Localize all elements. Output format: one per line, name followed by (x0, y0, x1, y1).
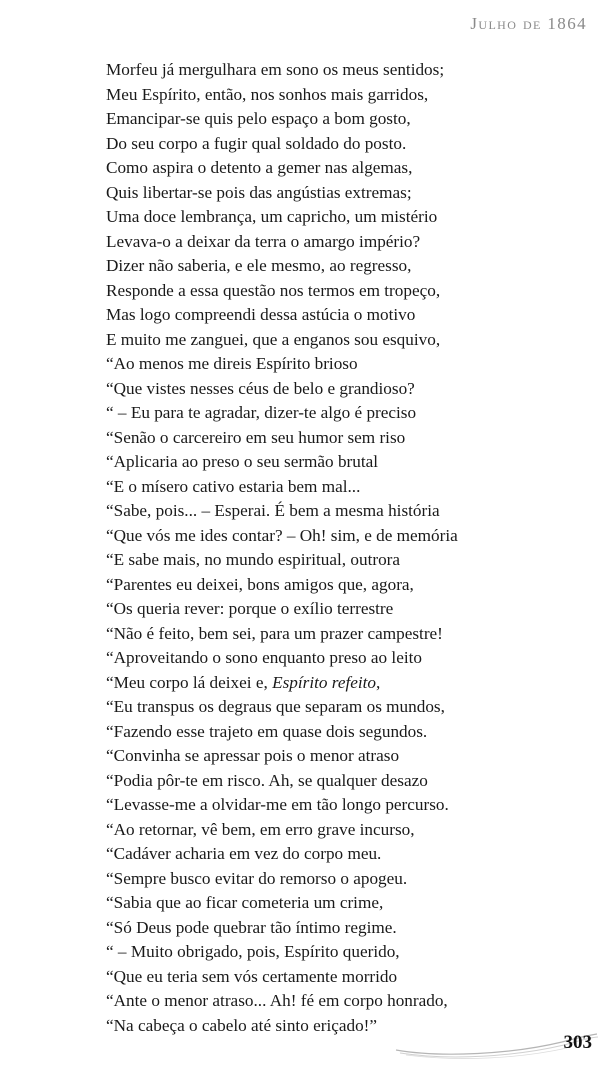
poem-line: “Eu transpus os degraus que separam os mundos, (106, 697, 445, 716)
poem-line: Dizer não saberia, e ele mesmo, ao regresso, (106, 256, 412, 275)
poem-line: “Parentes eu deixei, bons amigos que, agora, (106, 574, 414, 594)
poem-italic-phrase: Espírito refeito (272, 672, 376, 692)
poem-line: “E sabe mais, no mundo espiritual, outrora (106, 550, 401, 569)
poem-line: “Os queria rever: porque o exílio terrestre (106, 599, 394, 618)
poem-line: “Sabe, pois... – Esperai. É bem a mesma história (106, 501, 440, 520)
poem-line: “Aproveitando o sono enquanto preso ao leito (106, 648, 422, 667)
poem-line: Como aspira o detento a gemer nas algemas, (106, 158, 413, 177)
poem-line: Quis libertar-se pois das angústias extremas; (106, 182, 412, 202)
poem-line: Responde a essa questão nos termos em tropeço, (106, 280, 441, 300)
page-number: 303 (563, 1032, 592, 1053)
poem-line: “Convinha se apressar pois o menor atraso (106, 746, 400, 765)
poem-line: “Senão o carcereiro em seu humor sem riso (106, 427, 406, 447)
poem-line: “Fazendo esse trajeto em quase dois segundos. (106, 721, 428, 741)
poem (106, 60, 458, 1040)
poem-line: “Ao retornar, vê bem, em erro grave incurso, (106, 819, 415, 839)
poem-line: “Ante o menor atraso... Ah! fé em corpo honrado, (106, 991, 448, 1010)
poem-line: “Ao menos me direis Espírito brioso (106, 354, 358, 373)
poem-line: “Sabia que ao ficar cometeria um crime, (106, 893, 384, 912)
poem-line: E muito me zanguei, que a enganos sou esquivo, (106, 329, 441, 349)
poem-line: “Aplicaria ao preso o seu sermão brutal (106, 452, 379, 471)
poem-line-text: “Meu corpo lá deixei e, (106, 672, 273, 692)
poem-line: “ – Muito obrigado, pois, Espírito querido, (106, 942, 400, 961)
poem-line: Emancipar-se quis pelo espaço a bom gosto, (106, 109, 411, 128)
poem-line: “Só Deus pode quebrar tão íntimo regime. (106, 917, 397, 937)
poem-line: “Não é feito, bem sei, para um prazer campestre! (106, 623, 443, 643)
poem-line: “Na cabeça o cabelo até sinto eriçado!” (106, 1015, 378, 1035)
running-head (470, 14, 587, 34)
poem-line: Mas logo compreendi dessa astúcia o motivo (106, 305, 416, 324)
running-head-title: Julho de 1864 (470, 14, 587, 33)
poem-line: “Cadáver acharia em vez do corpo meu. (106, 844, 382, 863)
poem-line-end: , (376, 672, 381, 692)
poem-line: “Que eu teria sem vós certamente morrido (106, 966, 398, 986)
poem-line: “Que vós me ides contar? – Oh! sim, e de memória (106, 525, 458, 545)
poem-line: Levava-o a deixar da terra o amargo império? (106, 231, 421, 251)
poem-line: “Levasse-me a olvidar-me em tão longo percurso. (106, 795, 449, 814)
poem-line: Do seu corpo a fugir qual soldado do posto. (106, 133, 407, 153)
poem-line: “E o mísero cativo estaria bem mal... (106, 476, 361, 496)
poem-line: “Que vistes nesses céus de belo e grandioso? (106, 378, 415, 398)
poem-line: “Podia pôr-te em risco. Ah, se qualquer desazo (106, 770, 428, 790)
poem-line: Uma doce lembrança, um capricho, um mistério (106, 207, 438, 226)
poem-line: “ – Eu para te agradar, dizer-te algo é preciso (106, 403, 417, 422)
poem-line: Morfeu já mergulhara em sono os meus sentidos; (106, 60, 445, 79)
poem-line-with-italic (106, 673, 458, 698)
poem-line: Meu Espírito, então, nos sonhos mais garridos, (106, 84, 429, 104)
poem-line: “Sempre busco evitar do remorso o apogeu. (106, 868, 408, 888)
